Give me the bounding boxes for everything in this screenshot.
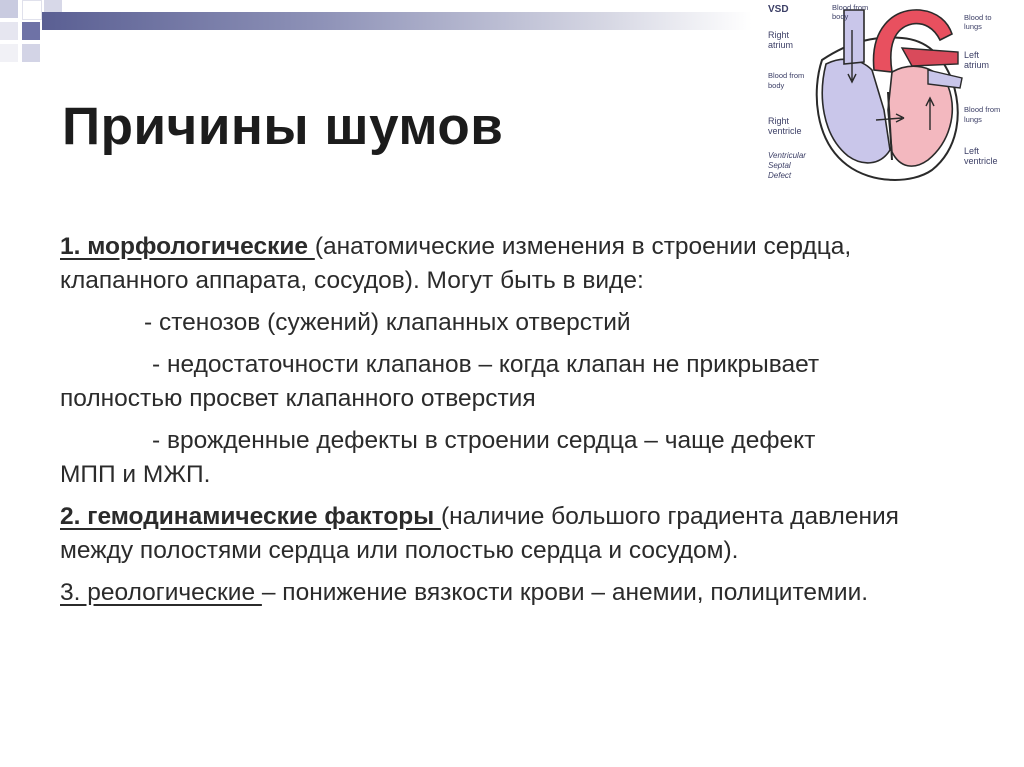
diagram-label: Ventricular: [768, 151, 806, 160]
diagram-label: lungs: [964, 115, 982, 124]
diagram-label: Blood to: [964, 13, 992, 22]
slide-content: [60, 230, 960, 610]
diagram-label: Left: [964, 146, 980, 156]
diagram-label: Blood from: [832, 3, 869, 12]
item-heading: 1. морфологические: [60, 233, 315, 260]
diagram-label: Septal: [768, 161, 791, 170]
pulmonary-vessels: [902, 48, 958, 66]
slide-title: Причины шумов: [62, 97, 504, 156]
diagram-label: body: [768, 81, 785, 90]
diagram-label: body: [832, 12, 849, 21]
diagram-label: Left: [964, 50, 980, 60]
diagram-label: atrium: [964, 60, 990, 70]
diagram-label: Right: [768, 116, 790, 126]
item-text: – понижение вязкости крови – анемии, полицитемии.: [261, 579, 869, 606]
header-gradient-bar: [42, 12, 752, 30]
diagram-label: atrium: [768, 40, 794, 50]
item-heading: 2. гемодинамические факторы: [60, 503, 441, 530]
diagram-label: ventricle: [964, 156, 998, 166]
bullet-stenosis: - стенозов (сужений) клапанных отверстий: [144, 309, 631, 336]
diagram-label: Defect: [768, 171, 792, 180]
item-text: (наличие большого градиента давления между полостями сердца или полостью сердца и сосудом).: [60, 503, 899, 564]
item-rheological: [60, 576, 960, 610]
decorative-squares: [0, 0, 90, 70]
bullet-congenital: - врожденные дефекты в строении сердца – чаще дефект: [152, 427, 816, 454]
bullet-insufficiency-cont: полностью просвет клапанного отверстия: [60, 385, 536, 412]
bullet-insufficiency: - недостаточности клапанов – когда клапан не прикрывает: [152, 351, 820, 378]
diagram-label-vsd: VSD: [768, 4, 789, 15]
diagram-label: lungs: [964, 22, 982, 31]
diagram-label: ventricle: [768, 126, 802, 136]
diagram-label: Blood from: [964, 105, 1001, 114]
heart-vsd-diagram: [752, 0, 1020, 188]
item-text: (анатомические изменения в строении сердца, клапанного аппарата, сосудов). Могут быть в виде:: [60, 233, 852, 294]
bullet-congenital-cont: МПП и МЖП.: [60, 461, 211, 488]
diagram-label: Blood from: [768, 71, 805, 80]
item-hemodynamic: [60, 500, 960, 568]
diagram-label: Right: [768, 30, 790, 40]
item-morphological: [60, 230, 960, 298]
item-heading: 3. реологические: [60, 579, 262, 606]
